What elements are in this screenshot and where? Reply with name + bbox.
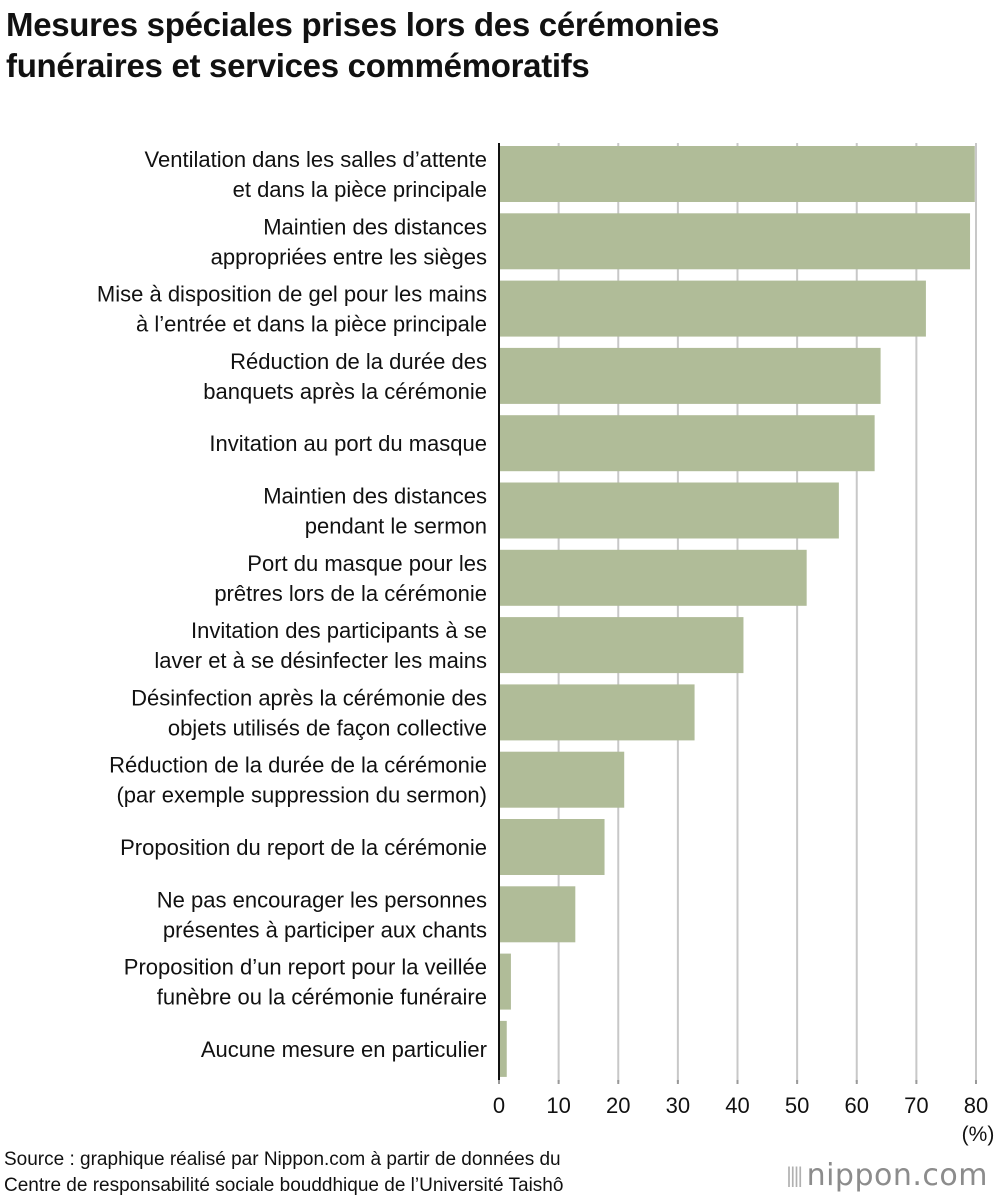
category-label-6-line-1: Maintien des distances [263, 483, 487, 509]
category-label-6-line-2: pendant le sermon [304, 513, 487, 539]
category-label-1-line-1: Ventilation dans les salles d’attente [144, 147, 487, 172]
source-line-2: Centre de responsabilité sociale bouddhique de l’Université Taishô [4, 1175, 564, 1196]
x-tick-label-0: 0 [492, 1093, 506, 1118]
category-label-7-line-2: prêtres lors de la cérémonie [214, 580, 487, 606]
category-label-13 [124, 955, 487, 1010]
category-label-2-line-2: appropriées entre les sièges [210, 244, 487, 270]
category-label-13-line-2: funèbre ou la cérémonie funéraire [156, 984, 487, 1010]
category-label-3-line-2: à l’entrée et dans la pièce principale [135, 311, 487, 337]
bar-7 [499, 550, 807, 606]
x-tick-label-10: 10 [546, 1093, 571, 1118]
category-label-10 [109, 753, 487, 808]
category-label-7 [214, 551, 487, 606]
bar-3 [499, 281, 926, 337]
x-unit-label: (%) [961, 1123, 995, 1146]
category-label-7-line-1: Port du masque pour les [247, 550, 487, 576]
category-label-13-line-1: Proposition d’un report pour la veillée [123, 954, 487, 980]
x-tick-label-50: 50 [784, 1093, 810, 1118]
category-label-12 [157, 887, 487, 942]
bar-13 [499, 954, 511, 1010]
category-label-9 [131, 685, 487, 740]
category-label-6 [263, 484, 487, 539]
category-label-9-line-2: objets utilisés de façon collective [167, 715, 487, 741]
category-label-1 [145, 147, 487, 202]
category-label-8-line-2: laver et à se désinfecter les mains [154, 648, 487, 674]
category-label-4-line-1: Réduction de la durée des [230, 348, 487, 374]
nippon-logo [786, 1158, 988, 1193]
category-label-2-line-1: Maintien des distances [263, 214, 487, 240]
bar-6 [499, 483, 839, 539]
bar-5 [499, 415, 875, 471]
category-label-10-line-1: Réduction de la durée de la cérémonie [109, 752, 487, 778]
category-label-8 [154, 618, 487, 673]
source-note [4, 1147, 563, 1199]
bar-11 [499, 819, 605, 875]
bar-9 [499, 684, 695, 740]
x-tick-label-80: 80 [963, 1093, 989, 1118]
category-label-2 [211, 214, 487, 269]
category-label-9-line-1: Désinfection après la cérémonie des [131, 685, 487, 711]
x-tick-label-20: 20 [606, 1093, 631, 1118]
x-tick-label-60: 60 [844, 1093, 869, 1118]
category-label-10-line-2: (par exemple suppression du sermon) [116, 782, 487, 808]
chart-title-line-1: Mesures spéciales prises lors des cérémonies [6, 6, 720, 43]
category-label-11: Proposition du report de la cérémonie [120, 835, 487, 860]
x-tick-label-70: 70 [904, 1093, 929, 1118]
category-label-12-line-2: présentes à participer aux chants [162, 917, 487, 943]
bar-1 [499, 146, 975, 202]
category-label-3 [97, 282, 487, 337]
bar-10 [499, 752, 624, 808]
source-line-1: Source : graphique réalisé par Nippon.com à partir de données du [4, 1149, 561, 1170]
x-tick-label-30: 30 [665, 1093, 691, 1118]
category-label-3-line-1: Mise à disposition de gel pour les mains [96, 281, 487, 307]
bar-14 [499, 1021, 507, 1077]
bar-4 [499, 348, 881, 404]
bar-2 [499, 213, 970, 269]
chart-title-line-2: funéraires et services commémoratifs [6, 47, 590, 84]
logo-text: nippon.com [806, 1158, 988, 1193]
category-label-8-line-1: Invitation des participants à se [191, 618, 487, 644]
nippon-bars-icon: |||| [785, 1163, 801, 1187]
bar-12 [499, 886, 575, 942]
category-label-1-line-2: et dans la pièce principale [232, 177, 487, 202]
category-label-4-line-2: banquets après la cérémonie [203, 378, 487, 404]
category-label-14: Aucune mesure en particulier [200, 1036, 487, 1062]
category-label-12-line-1: Ne pas encourager les personnes [156, 887, 487, 913]
category-label-4 [203, 349, 487, 404]
bar-8 [499, 617, 743, 673]
x-tick-label-40: 40 [725, 1093, 750, 1118]
category-label-5: Invitation au port du masque [209, 431, 487, 457]
